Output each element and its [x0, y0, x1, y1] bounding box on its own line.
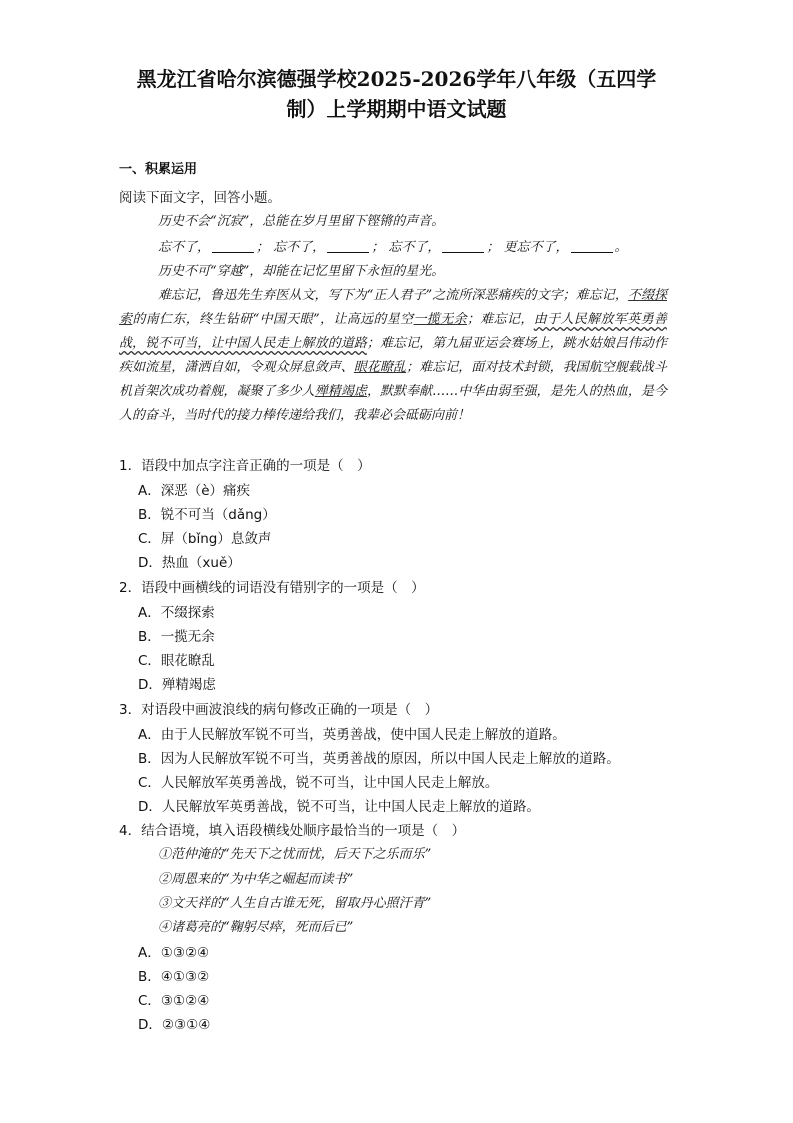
wavy-sentence: 由于人民解放军英勇善战，锐不可当，让中国人民走上解放的道路	[119, 312, 667, 351]
forget-d: 更忘不了，	[503, 240, 569, 255]
question-4-item-1: ①范仲淹的“先天下之忧而忧，后天下之乐而乐”	[158, 847, 432, 862]
question-1-option-d[interactable]: D．热血（xuě）	[138, 555, 241, 571]
question-1-option-b[interactable]: B．锐不可当（dǎng）	[138, 507, 276, 523]
forget-b: 忘不了，	[273, 240, 326, 255]
blank-3	[442, 238, 484, 253]
question-4-option-b[interactable]: B．④①③②	[138, 969, 210, 985]
poem-line-3: 历史不可“穿越”，却能在记忆里留下永恒的星光。	[158, 264, 445, 279]
reading-intro: 阅读下面文字，回答小题。	[119, 190, 281, 206]
question-3-option-b[interactable]: B．因为人民解放军锐不可当，英勇善战的原因，所以中国人民走上解放的道路。	[138, 751, 620, 767]
underlined-word-2: 一揽无余	[413, 312, 467, 327]
reading-passage	[119, 284, 667, 428]
blank-4	[571, 238, 613, 253]
question-4-item-3: ③文天祥的“人生自古谁无死，留取丹心照汗青”	[158, 896, 432, 911]
poem-line-1: 历史不会“沉寂”，总能在岁月里留下铿锵的声音。	[158, 214, 445, 229]
passage-text: 的南仁东，终生钻研“中国天眼”，让高远的星空	[132, 312, 414, 327]
question-1-option-c[interactable]: C．屏（bǐng）息敛声	[138, 531, 272, 547]
passage-text: ；难忘记，	[466, 312, 534, 327]
question-3-option-c[interactable]: C．人民解放军英勇善战，锐不可当，让中国人民走上解放。	[138, 775, 499, 791]
section-heading: 一、积累运用	[119, 162, 198, 177]
passage-text: ；难忘记，面对技术封锁，我国航空舰载战斗机首架次成功着舰，凝聚了多少人	[119, 360, 667, 399]
question-2-option-c[interactable]: C．眼花瞭乱	[138, 653, 215, 669]
question-2-option-d[interactable]: D．殚精竭虑	[138, 677, 216, 693]
question-1-stem: 1．语段中加点字注音正确的一项是（ ）	[119, 458, 371, 474]
separator: ；	[371, 240, 385, 255]
separator: ；	[256, 240, 270, 255]
question-4-option-d[interactable]: D．②③①④	[138, 1017, 211, 1033]
title-line-1: 黑龙江省哈尔滨德强学校2025-2026学年八年级（五四学	[136, 67, 657, 91]
forget-c: 忘不了，	[388, 240, 441, 255]
question-1-option-a[interactable]: A．深恶（è）痛疾	[138, 483, 251, 499]
passage-text: 难忘记，鲁迅先生弃医从文，写下为“正人君子”之流所深恶痛疾的文字；难忘记，	[158, 288, 628, 303]
question-4-stem: 4．结合语境，填入语段横线处顺序最恰当的一项是（ ）	[119, 823, 466, 839]
blank-2	[327, 238, 369, 253]
underlined-word-1: 不缀探索	[119, 288, 667, 327]
passage-text: ，默默奉献……中华由弱至强，是先人的热血，是今人的奋斗，当时代的接力棒传递给我们，我辈必会砥砺向前！	[119, 384, 667, 423]
question-2-option-b[interactable]: B．一揽无余	[138, 629, 215, 645]
question-2-stem: 2．语段中画横线的词语没有错别字的一项是（ ）	[119, 580, 425, 596]
question-3-option-d[interactable]: D．人民解放军英勇善战，锐不可当，让中国人民走上解放的道路。	[138, 799, 540, 815]
underlined-word-3: 眼花瞭乱	[353, 360, 407, 375]
forget-a: 忘不了，	[158, 240, 211, 255]
passage-text: ；难忘记，第九届亚运会赛场上，跳水姑娘吕伟动作疾如流星，潇洒自如，令观众屏息敛声、	[119, 336, 667, 375]
title-line-2: 制）上学期期中语文试题	[286, 97, 507, 121]
poem-line-2	[158, 238, 628, 258]
question-3-stem: 3．对语段中画波浪线的病句修改正确的一项是（ ）	[119, 702, 439, 718]
question-4-item-4: ④诸葛亮的“鞠躬尽瘁，死而后已”	[158, 920, 354, 935]
question-2-option-a[interactable]: A．不缀探索	[138, 605, 215, 621]
separator: ；	[486, 240, 500, 255]
underlined-word-4: 殚精竭虑	[314, 384, 367, 399]
question-4-option-a[interactable]: A．①③②④	[138, 945, 210, 961]
question-4-option-c[interactable]: C．③①②④	[138, 993, 210, 1009]
period: 。	[614, 240, 628, 255]
blank-1	[212, 238, 254, 253]
exam-title	[100, 64, 693, 124]
question-3-option-a[interactable]: A．由于人民解放军锐不可当，英勇善战，使中国人民走上解放的道路。	[138, 727, 566, 743]
question-4-item-2: ②周恩来的“为中华之崛起而读书”	[158, 872, 354, 887]
